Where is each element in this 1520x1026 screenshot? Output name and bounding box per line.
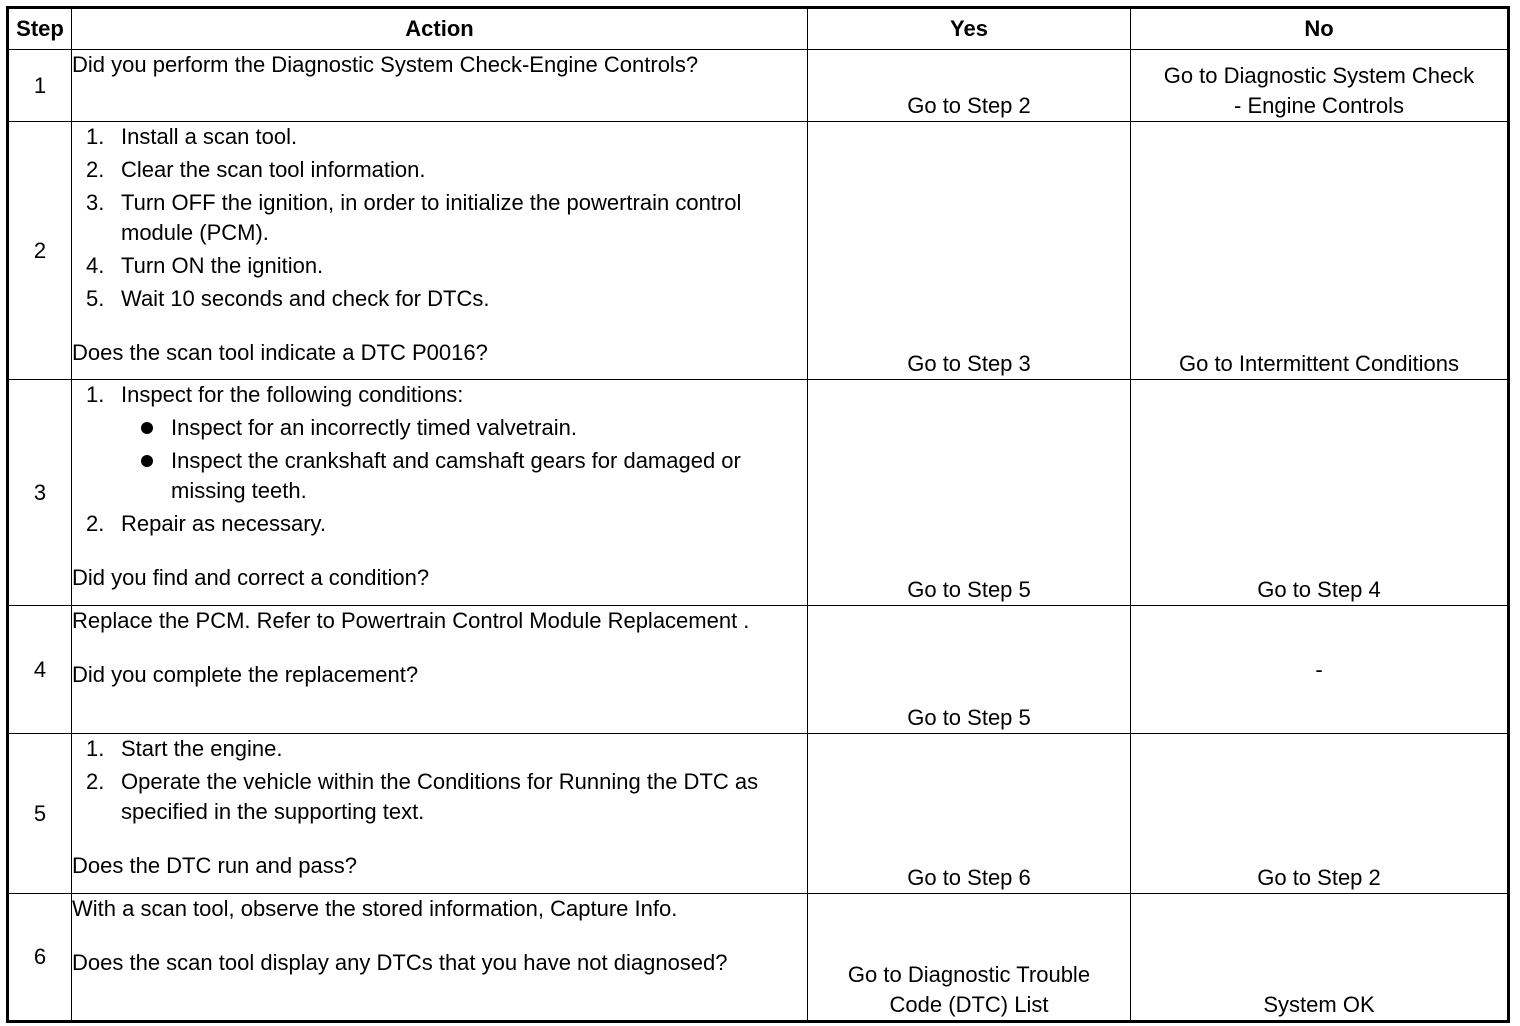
table-row xyxy=(8,380,1509,606)
list-item xyxy=(72,734,807,764)
list-item-text: Repair as necessary. xyxy=(121,511,327,536)
list-item-text: Install a scan tool. xyxy=(121,124,298,149)
header-row xyxy=(8,8,1509,50)
list-item-number: 3. xyxy=(86,190,105,215)
no-result: - xyxy=(1131,606,1509,734)
list-item-text: Clear the scan tool information. xyxy=(121,157,426,182)
yes-link[interactable] xyxy=(808,894,1131,1022)
action-question: Did you find and correct a condition? xyxy=(72,565,430,590)
list-item-text: Turn ON the ignition. xyxy=(121,253,324,278)
yes-link[interactable]: Go to Step 2 xyxy=(808,50,1131,122)
bullet-text: Inspect for an incorrectly timed valvetrain. xyxy=(171,415,577,440)
list-item-number: 2. xyxy=(86,157,105,182)
header-action: Action xyxy=(72,8,808,50)
table-row xyxy=(8,734,1509,894)
bullet-item xyxy=(121,413,807,443)
list-item-number: 1. xyxy=(86,382,105,407)
action-cell xyxy=(72,50,808,122)
action-cell xyxy=(72,122,808,380)
list-item xyxy=(72,509,807,539)
action-cell xyxy=(72,606,808,734)
yes-link-line: Go to Diagnostic Trouble xyxy=(847,962,1091,987)
table-row xyxy=(8,50,1509,122)
list-item-number: 4. xyxy=(86,253,105,278)
list-item xyxy=(72,767,807,827)
yes-link[interactable]: Go to Step 5 xyxy=(808,380,1131,606)
action-question: Did you complete the replacement? xyxy=(72,662,419,687)
no-link-line: - Engine Controls xyxy=(1234,93,1404,118)
yes-link[interactable]: Go to Step 5 xyxy=(808,606,1131,734)
action-instruction: Replace the PCM. Refer to Powertrain Control Module Replacement . xyxy=(72,608,750,633)
no-link[interactable]: Go to Intermittent Conditions xyxy=(1131,122,1509,380)
diagnostic-table xyxy=(6,6,1510,1023)
list-item xyxy=(72,284,807,314)
list-item-text: Operate the vehicle within the Conditions for Running the DTC as specified in the supporting text. xyxy=(121,769,759,824)
list-item-text: Start the engine. xyxy=(121,736,283,761)
list-item-text: Wait 10 seconds and check for DTCs. xyxy=(121,286,490,311)
action-instruction: With a scan tool, observe the stored information, Capture Info. xyxy=(72,896,678,921)
yes-link[interactable]: Go to Step 6 xyxy=(808,734,1131,894)
list-item-number: 2. xyxy=(86,511,105,536)
step-number: 3 xyxy=(8,380,72,606)
action-question: Does the scan tool display any DTCs that you have not diagnosed? xyxy=(72,950,728,975)
no-link[interactable]: Go to Step 4 xyxy=(1131,380,1509,606)
list-item-number: 2. xyxy=(86,769,105,794)
bullet-text: Inspect the crankshaft and camshaft gears for damaged or missing teeth. xyxy=(171,448,741,503)
action-question: Did you perform the Diagnostic System Check-Engine Controls? xyxy=(72,52,699,77)
step-number: 5 xyxy=(8,734,72,894)
no-result: System OK xyxy=(1131,894,1509,1022)
table-row xyxy=(8,606,1509,734)
no-link[interactable] xyxy=(1131,50,1509,122)
list-item-number: 1. xyxy=(86,124,105,149)
yes-link-line: Code (DTC) List xyxy=(889,992,1049,1017)
list-item-number: 5. xyxy=(86,286,105,311)
list-item xyxy=(72,380,807,506)
action-cell xyxy=(72,734,808,894)
header-yes: Yes xyxy=(808,8,1131,50)
list-item-text: Turn OFF the ignition, in order to initialize the powertrain control module (PCM). xyxy=(121,190,742,245)
step-number: 1 xyxy=(8,50,72,122)
action-question: Does the DTC run and pass? xyxy=(72,853,357,878)
list-item xyxy=(72,122,807,152)
list-item-number: 1. xyxy=(86,736,105,761)
list-item xyxy=(72,188,807,248)
table-row xyxy=(8,122,1509,380)
action-list xyxy=(72,734,807,827)
bullet-item xyxy=(121,446,807,506)
action-list xyxy=(72,122,807,314)
no-link[interactable]: Go to Step 2 xyxy=(1131,734,1509,894)
list-item xyxy=(72,251,807,281)
action-list xyxy=(72,380,807,539)
step-number: 6 xyxy=(8,894,72,1022)
action-cell xyxy=(72,894,808,1022)
no-link-line: Go to Diagnostic System Check xyxy=(1163,63,1475,88)
step-number: 4 xyxy=(8,606,72,734)
header-no: No xyxy=(1131,8,1509,50)
bullet-list xyxy=(121,413,807,506)
list-item xyxy=(72,155,807,185)
action-cell xyxy=(72,380,808,606)
step-number: 2 xyxy=(8,122,72,380)
action-question: Does the scan tool indicate a DTC P0016? xyxy=(72,340,488,365)
header-step: Step xyxy=(8,8,72,50)
yes-link[interactable]: Go to Step 3 xyxy=(808,122,1131,380)
bullet-icon xyxy=(141,455,153,467)
bullet-icon xyxy=(141,422,153,434)
list-item-text: Inspect for the following conditions: xyxy=(121,382,464,407)
table-row xyxy=(8,894,1509,1022)
